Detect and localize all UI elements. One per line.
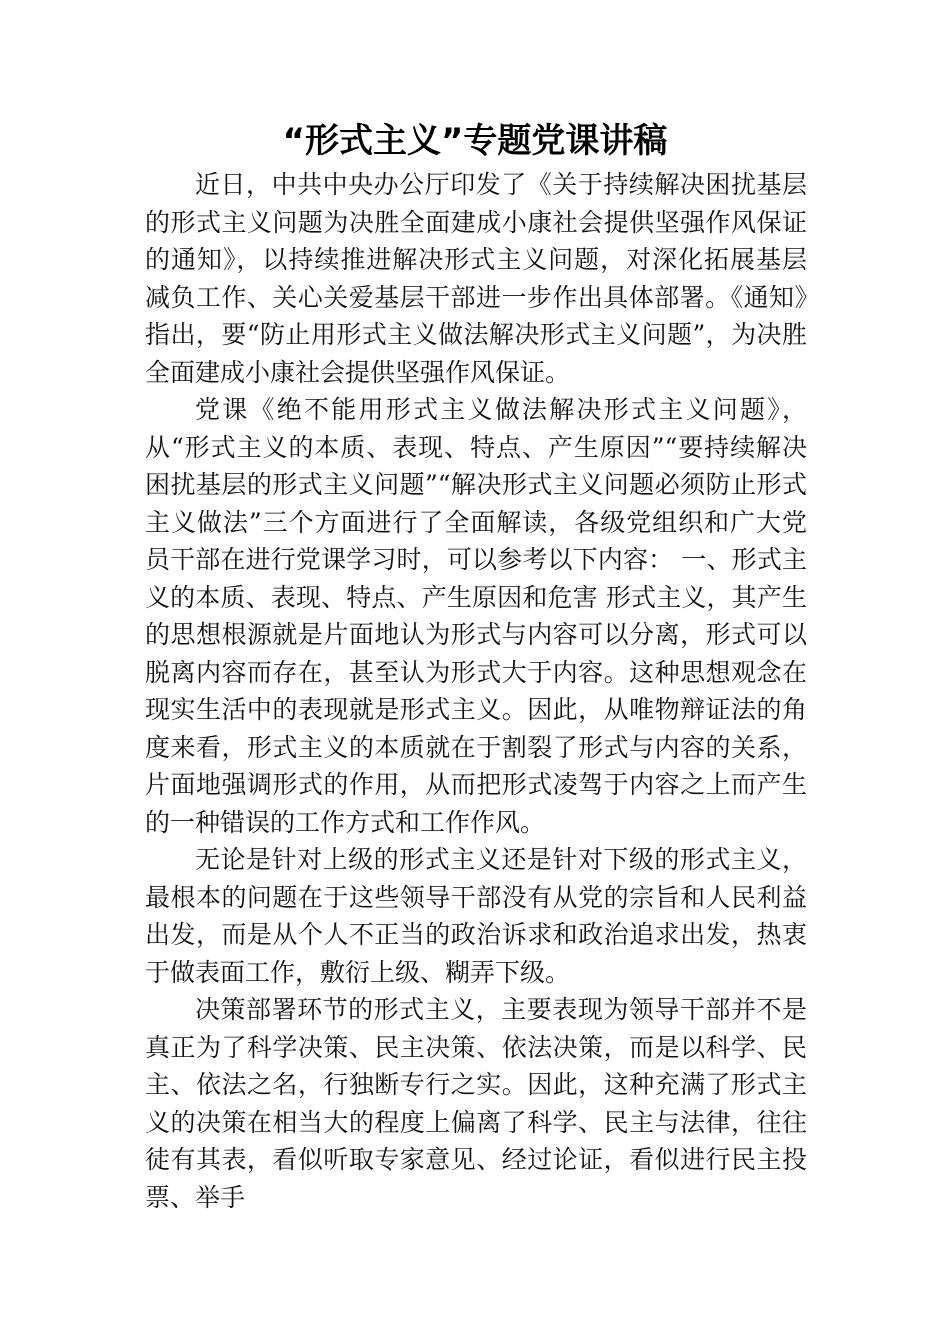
document-title: “形式主义”专题党课讲稿 — [282, 121, 668, 161]
paragraph-1: 近日，中共中央办公厅印发了《关于持续解决困扰基层的形式主义问题为决胜全面建成小康社会提供坚强作风保证的通知》，以持续推进解决形式主义问题，对深化拓展基层减负工作、关心关爱基层干部进一步作出具体部署。《通知》指出，要“防止用形式主义做法解决形式主义问题”，为决胜全面建成小康社会提供坚强作风保证。 — [145, 170, 807, 387]
paragraph-4: 决策部署环节的形式主义，主要表现为领导干部并不是真正为了科学决策、民主决策、依法决策，而是以科学、民主、依法之名，行独断专行之实。因此，这种充满了形式主义的决策在相当大的程度上偏离了科学、民主与法律，往往徒有其表，看似听取专家意见、经过论证，看似进行民主投票、举手 — [145, 995, 807, 1212]
paragraph-3: 无论是针对上级的形式主义还是针对下级的形式主义，最根本的问题在于这些领导干部没有从党的宗旨和人民利益出发，而是从个人不正当的政治诉求和政治追求出发，热衷于做表面工作，敷衍上级、糊弄下级。 — [145, 845, 807, 987]
document-body — [145, 166, 807, 1216]
paragraph-2: 党课《绝不能用形式主义做法解决形式主义问题》，从“形式主义的本质、表现、特点、产生原因”“要持续解决困扰基层的形式主义问题”“解决形式主义问题必须防止形式主义做法”三个方面进行了全面解读，各级党组织和广大党员干部在进行党课学习时，可以参考以下内容： 一、形式主义的本质、表现、特点、产生原因和危害 形式主义，其产生的思想根源就是片面地认为形式与内容可以分离，形式可以脱离内容而存在，甚至认为形式大于内容。这种思想观念在现实生活中的表现就是形式主义。因此，从唯物辩证法的角度来看，形式主义的本质就在于割裂了形式与内容的关系，片面地强调形式的作用，从而把形式凌驾于内容之上而产生的一种错误的工作方式和工作作风。 — [145, 395, 807, 837]
